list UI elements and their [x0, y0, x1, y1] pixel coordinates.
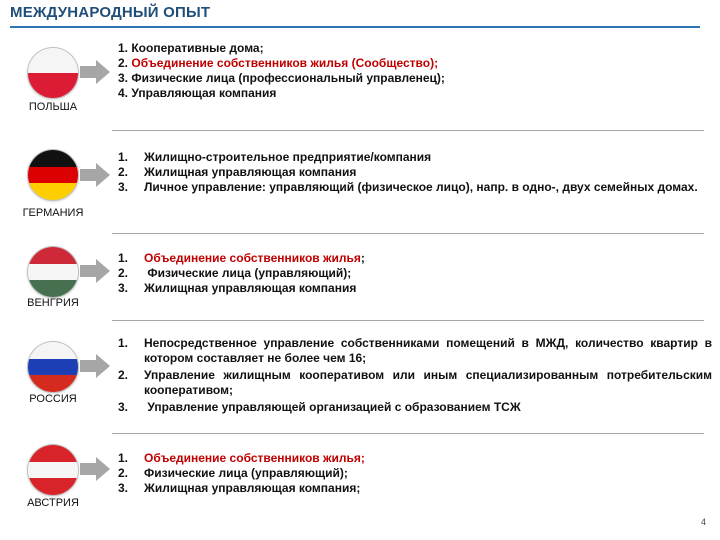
- country-label-hungary: ВЕНГРИЯ: [27, 297, 79, 309]
- section-divider: [112, 433, 704, 434]
- list-item: 1. Непосредственное управление собственниками помещений в МЖД, количество квартир в котором составляет не более чем 16;: [118, 336, 712, 365]
- list-item: 3. Личное управление: управляющий (физическое лицо), напр. в одно-, двух семейных домах.: [118, 180, 698, 194]
- list-poland: [118, 41, 638, 101]
- list-austria: [118, 451, 708, 496]
- hungary-flag-icon: [28, 247, 78, 297]
- section-divider: [112, 130, 704, 131]
- list-germany: [118, 150, 708, 195]
- arrow-right-icon: [80, 457, 110, 481]
- page-title: МЕЖДУНАРОДНЫЙ ОПЫТ: [10, 4, 211, 21]
- germany-flag-icon: [28, 150, 78, 200]
- list-item: 3. Жилищная управляющая компания;: [118, 481, 361, 495]
- page-number: 4: [700, 517, 706, 527]
- list-item: 1. Объединение собственников жилья;: [118, 451, 365, 465]
- arrow-right-icon: [80, 259, 110, 283]
- list-russia: [118, 336, 712, 415]
- list-item: 1. Жилищно-строительное предприятие/компания: [118, 150, 432, 164]
- list-hungary: [118, 251, 708, 296]
- country-label-russia: РОССИЯ: [29, 393, 77, 405]
- austria-flag-icon: [28, 445, 78, 495]
- arrow-right-icon: [80, 60, 110, 84]
- list-item: 3. Физические лица (профессиональный управленец);: [118, 71, 445, 85]
- poland-flag-icon: [28, 48, 78, 98]
- list-item: 2. Физические лица (управляющий);: [118, 466, 348, 480]
- list-item: 3. Жилищная управляющая компания: [118, 281, 357, 295]
- list-item: 2. Физические лица (управляющий);: [118, 266, 352, 280]
- country-label-germany: ГЕРМАНИЯ: [22, 207, 84, 219]
- list-item: 2. Жилищная управляющая компания: [118, 165, 357, 179]
- section-divider: [112, 233, 704, 234]
- list-item: 1. Кооперативные дома;: [118, 41, 264, 55]
- list-item: 4. Управляющая компания: [118, 86, 277, 100]
- russia-flag-icon: [28, 342, 78, 392]
- country-label-austria: АВСТРИЯ: [27, 497, 79, 509]
- list-item: 1. Объединение собственников жилья;: [118, 251, 365, 265]
- list-item: 2. Объединение собственников жилья (Сообщество);: [118, 56, 439, 70]
- country-label-poland: ПОЛЬША: [28, 101, 78, 113]
- section-divider: [112, 320, 704, 321]
- list-item: 2. Управление жилищным кооперативом или иным специализированным потребительским кооперативом;: [118, 368, 712, 397]
- arrow-right-icon: [80, 163, 110, 187]
- title-divider: [10, 26, 700, 28]
- list-item: 3. Управление управляющей организацией с образованием ТСЖ: [118, 400, 521, 414]
- arrow-right-icon: [80, 354, 110, 378]
